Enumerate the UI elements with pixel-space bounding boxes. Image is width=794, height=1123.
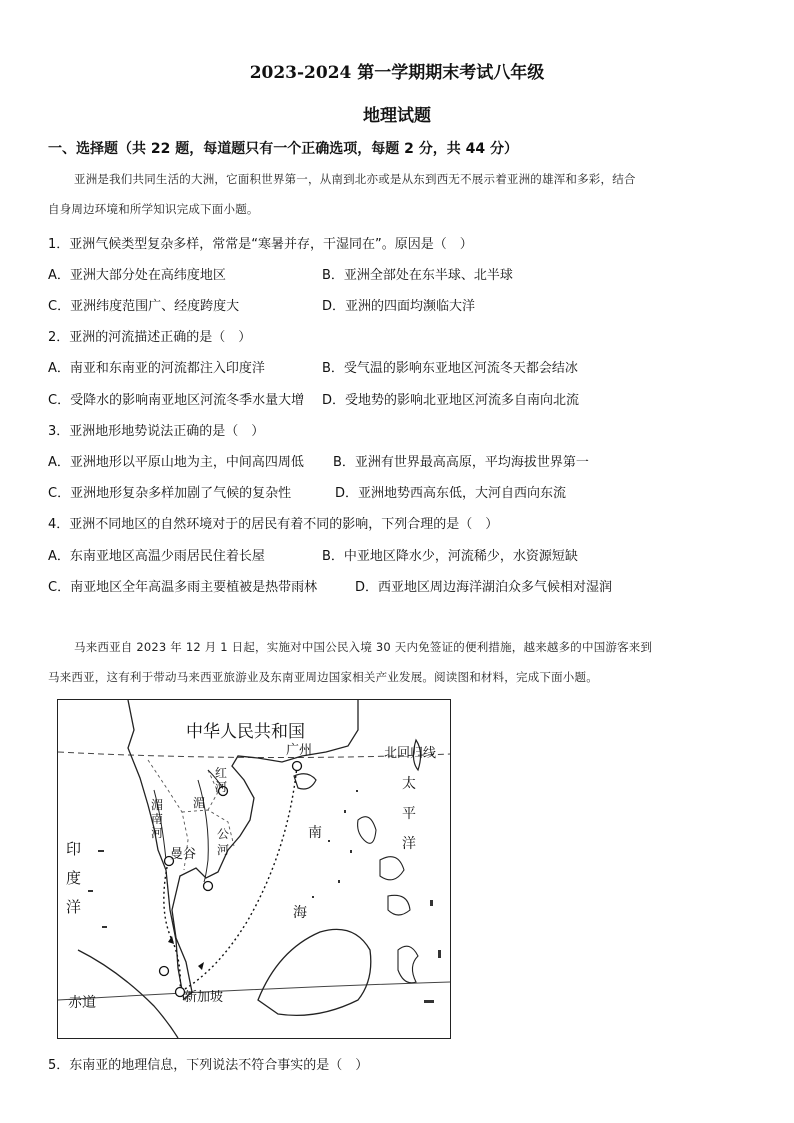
question-3-option-a[interactable]: A．亚洲地形以平原山地为主，中间高四周低 bbox=[48, 455, 304, 470]
sulawesi-island bbox=[398, 946, 418, 983]
question-3-option-c[interactable]: C．亚洲地形复杂多样加剧了气候的复杂性 bbox=[48, 486, 292, 501]
label-red-1: 红 bbox=[214, 766, 227, 780]
label-south-china-sea bbox=[293, 825, 322, 921]
intro-paragraph-1 bbox=[48, 164, 748, 224]
exam-title: 2023-2024 第一学期期末考试八年级 bbox=[249, 63, 545, 83]
label-southsea-2: 海 bbox=[293, 905, 307, 921]
hainan-island bbox=[294, 774, 316, 789]
label-mekong-2: 公 bbox=[216, 827, 229, 841]
label-mekong-3: 河 bbox=[216, 843, 229, 857]
question-1-option-a[interactable]: A．亚洲大部分处在高纬度地区 bbox=[48, 268, 226, 283]
exam-subtitle: 地理试题 bbox=[363, 106, 431, 126]
label-menam-3: 河 bbox=[150, 826, 163, 840]
label-menam-1: 湄 bbox=[150, 798, 163, 812]
question-4-option-a[interactable]: A．东南亚地区高温少雨居民住着长屋 bbox=[48, 549, 265, 564]
intro-2-line-2: 马来西亚，这有利于带动马来西亚旅游业及东南亚周边国家相关产业发展。阅读图和材料，完成下面小题。 bbox=[48, 670, 598, 684]
intro-paragraph-2 bbox=[48, 632, 748, 692]
label-red-2: 河 bbox=[214, 780, 227, 794]
label-mekong-1: 湄 bbox=[192, 796, 205, 810]
east-coast-line bbox=[172, 700, 358, 1000]
label-tropic: 北回归线 bbox=[384, 746, 437, 761]
phnompenh-dot bbox=[204, 882, 213, 891]
label-mekong-a bbox=[192, 796, 206, 810]
kualalumpur-dot bbox=[160, 967, 169, 976]
question-4-stem: 4．亚洲不同地区的自然环境对于的居民有着不同的影响，下列合理的是（ ） bbox=[48, 517, 499, 532]
question-1-stem: 1．亚洲气候类型复杂多样，常常是“寒暑并存，干湿同在”。原因是（ ） bbox=[48, 237, 473, 252]
route-arrow-2 bbox=[198, 962, 204, 970]
question-2-stem: 2．亚洲的河流描述正确的是（ ） bbox=[48, 330, 252, 345]
question-1-option-b[interactable]: B．亚洲全部处在东半球、北半球 bbox=[322, 268, 513, 283]
question-2-option-c[interactable]: C．受降水的影响南亚地区河流冬季水量大增 bbox=[48, 393, 305, 408]
question-2-option-a[interactable]: A．南亚和东南亚的河流都注入印度洋 bbox=[48, 361, 265, 376]
label-red-river bbox=[214, 766, 228, 794]
intro-1-line-1: 亚洲是我们共同生活的大洲，它面积世界第一，从南到北亦或是从东到西无不展示着亚洲的雄浑和多彩，结合 bbox=[74, 172, 636, 186]
label-equator: 赤道 bbox=[68, 995, 96, 1011]
label-china: 中华人民共和国 bbox=[186, 722, 305, 742]
label-menam-2: 南 bbox=[150, 812, 163, 826]
question-1-option-c[interactable]: C．亚洲纬度范围广、经度跨度大 bbox=[48, 299, 240, 314]
label-pacific bbox=[402, 777, 416, 851]
question-3-option-b[interactable]: B．亚洲有世界最高高原，平均海拔世界第一 bbox=[333, 455, 589, 470]
label-bangkok: 曼谷 bbox=[170, 847, 197, 862]
question-2-option-b[interactable]: B．受气温的影响东亚地区河流冬天都会结冰 bbox=[322, 361, 578, 376]
equator-line bbox=[58, 982, 450, 1000]
label-indian-2: 度 bbox=[66, 869, 82, 887]
section-heading: 一、选择题（共 22 题，每道题只有一个正确选项，每题 2 分，共 44 分） bbox=[48, 141, 518, 157]
question-4-option-d[interactable]: D．西亚地区周边海洋湖泊众多气候相对湿润 bbox=[355, 580, 613, 595]
label-pacific-3: 洋 bbox=[402, 836, 416, 852]
question-3-option-d[interactable]: D．亚洲地势西高东低，大河自西向东流 bbox=[335, 486, 567, 501]
question-3-stem: 3．亚洲地形地势说法正确的是（ ） bbox=[48, 424, 265, 439]
question-1-option-d[interactable]: D．亚洲的四面均濒临大洋 bbox=[322, 299, 476, 314]
philippines-south bbox=[388, 895, 410, 915]
question-4-option-b[interactable]: B．中亚地区降水少，河流稀少，水资源短缺 bbox=[322, 549, 578, 564]
label-southsea-1: 南 bbox=[308, 825, 322, 841]
label-indian-ocean bbox=[66, 842, 80, 915]
question-2-option-d[interactable]: D．受地势的影响北亚地区河流多自南向北流 bbox=[322, 393, 580, 408]
philippines-north bbox=[358, 817, 376, 844]
philippines-central bbox=[380, 857, 404, 880]
label-indian-3: 洋 bbox=[66, 898, 82, 916]
question-4-option-c[interactable]: C．南亚地区全年高温多雨主要植被是热带雨林 bbox=[48, 580, 318, 595]
intro-2-line-1: 马来西亚自 2023 年 12 月 1 日起，实施对中国公民入境 30 天内免签证的便利措施，越来越多的中国游客来到 bbox=[74, 640, 653, 654]
label-pacific-1: 太 bbox=[402, 776, 416, 792]
label-indian-1: 印 bbox=[66, 840, 82, 858]
southeast-asia-map bbox=[57, 699, 451, 1039]
label-singapore: 新加坡 bbox=[184, 990, 224, 1005]
label-guangzhou: 广州 bbox=[286, 743, 313, 758]
question-5-stem: 5．东南亚的地理信息，下列说法不符合事实的是（ ） bbox=[48, 1058, 369, 1073]
borneo-island bbox=[258, 929, 371, 1015]
guangzhou-dot bbox=[293, 762, 302, 771]
label-menam-river bbox=[150, 798, 164, 840]
intro-1-line-2: 自身周边环境和所学知识完成下面小题。 bbox=[48, 202, 259, 216]
label-pacific-2: 平 bbox=[402, 806, 416, 822]
label-mekong-b bbox=[216, 826, 230, 858]
